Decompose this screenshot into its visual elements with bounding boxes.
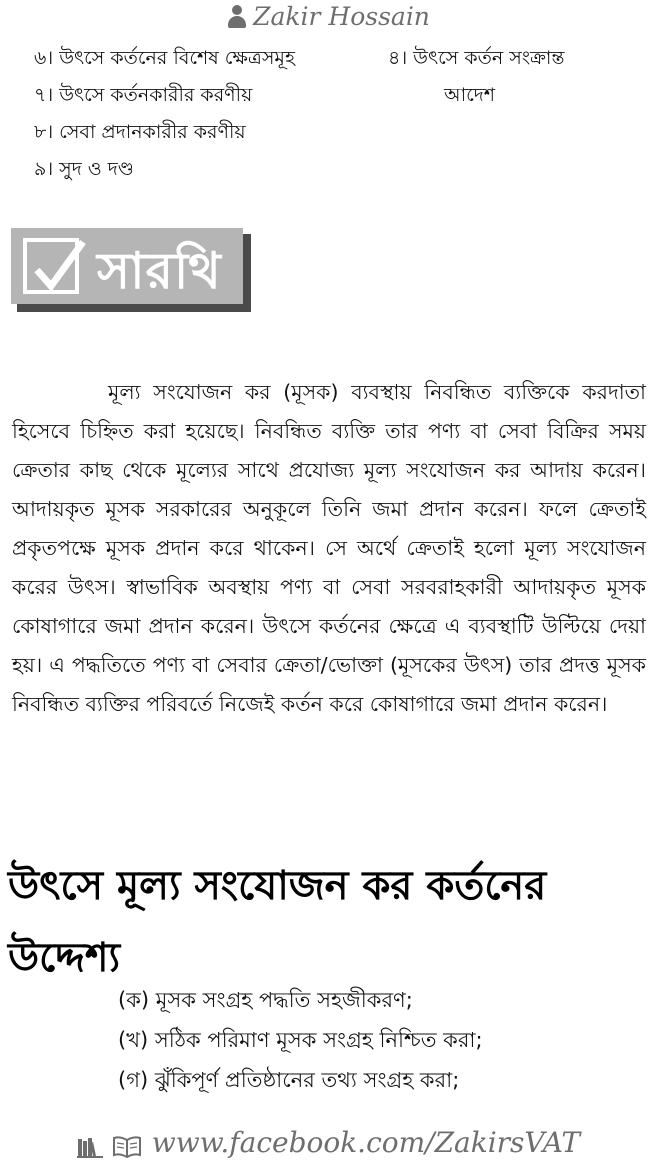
section-badge: [11, 228, 243, 304]
chapter-item: ৭। উৎসে কর্তনকারীর করণীয়: [34, 84, 253, 106]
objective-item: (ক) মূসক সংগ্রহ পদ্ধতি সহজীকরণ;: [118, 988, 413, 1012]
objective-item: (গ) ঝুঁকিপূর্ণ প্রতিষ্ঠানের তথ্য সংগ্রহ করা;: [118, 1068, 460, 1092]
chapter-list-left: [34, 40, 295, 188]
footer-url: www.facebook.com/ZakirsVAT: [151, 1126, 581, 1159]
body-paragraph: মূল্য সংযোজন কর (মূসক) ব্যবস্থায় নিবন্ধিত ব্যক্তিকে করদাতা হিসেবে চিহ্নিত করা হয়েছে। নিবন্ধিত ব্যক্তি তার পণ্য বা সেবা বিক্রির সময় ক্রেতার কাছ থেকে মূল্যের সাথে প্রযোজ্য মূল্য সংযোজন কর আদায় করেন। আদায়কৃত মূসক সরকারের অনুকূলে তিনি জমা প্রদান করেন। ফলে ক্রেতাই প্রকৃতপক্ষে মূসক প্রদান করে থাকেন। সে অর্থে ক্রেতাই হলো মূল্য সংযোজন করের উৎস। স্বাভাবিক অবস্থায় পণ্য বা সেবা সরবরাহকারী আদায়কৃত মূসক কোষাগারে জমা প্রদান করেন। উৎসে কর্তনের ক্ষেত্রে এ ব্যবস্থাটি উল্টিয়ে দেয়া হয়। এ পদ্ধতিতে পণ্য বা সেবার ক্রেতা/ভোক্তা (মূসকের উৎস) তার প্রদত্ত মূসক নিবন্ধিত ব্যক্তির পরিবর্তে নিজেই কর্তন করে কোষাগারে জমা প্রদান করেন।: [12, 379, 646, 716]
checkbox-icon: [23, 238, 79, 294]
chapter-item: ৬। উৎসে কর্তনের বিশেষ ক্ষেত্রসমূহ: [34, 47, 295, 69]
footer: [0, 1126, 657, 1161]
chapter-list-right: [388, 40, 565, 114]
chapter-item: ৪। উৎসে কর্তন সংক্রান্ত: [388, 47, 565, 69]
author-name: Zakir Hossain: [253, 2, 430, 31]
footer-icons: [77, 1128, 142, 1161]
chapter-item: ৯। সুদ ও দণ্ড: [34, 158, 134, 180]
objective-item: (খ) সঠিক পরিমাণ মূসক সংগ্রহ নিশ্চিত করা;: [118, 1028, 483, 1052]
person-icon: [227, 4, 247, 28]
objectives-list: [118, 980, 483, 1100]
section-heading: উৎসে মূল্য সংযোজন কর কর্তনের উদ্দেশ্য: [8, 863, 547, 981]
open-book-icon: [112, 1136, 142, 1158]
author-header: [0, 2, 657, 31]
chapter-item-continuation: আদেশ: [444, 84, 496, 106]
chapter-item: ৮। সেবা প্রদানকারীর করণীয়: [34, 121, 246, 143]
badge-label: সারথি: [97, 242, 222, 300]
bookshelf-icon: [77, 1136, 103, 1158]
